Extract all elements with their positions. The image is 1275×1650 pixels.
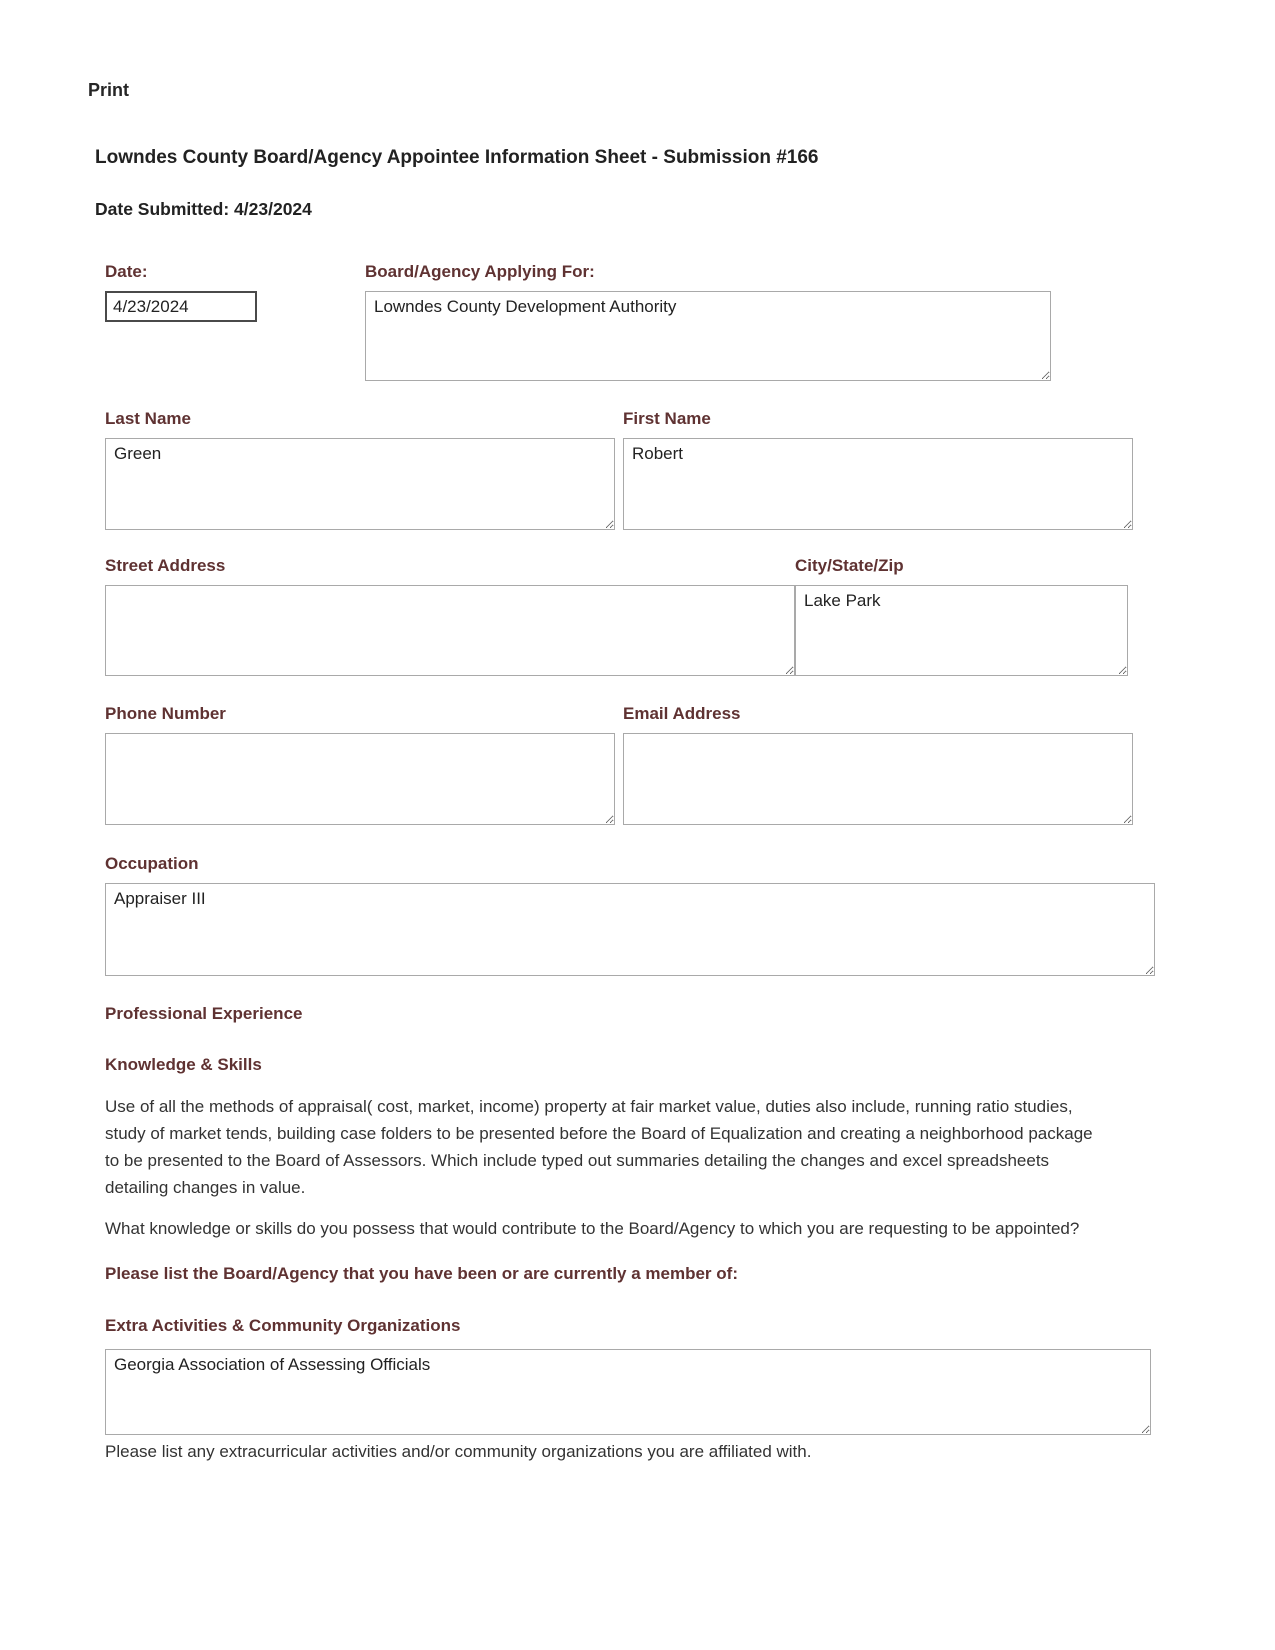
row-address [105, 556, 1155, 676]
row-contact [105, 704, 1155, 825]
occupation-textarea[interactable] [105, 883, 1155, 976]
board-agency-field [365, 262, 1051, 381]
occupation-field [105, 854, 1155, 976]
email-address-label: Email Address [623, 704, 741, 723]
print-link[interactable]: Print [88, 80, 130, 100]
knowledge-skills-heading: Knowledge & Skills [105, 1055, 262, 1074]
extra-activities-textarea[interactable] [105, 1349, 1151, 1435]
street-address-textarea[interactable] [105, 585, 795, 676]
date-input[interactable] [105, 291, 257, 322]
date-submitted: Date Submitted: 4/23/2024 [95, 199, 312, 219]
page-title: Lowndes County Board/Agency Appointee Information Sheet - Submission #166 [95, 147, 819, 168]
phone-number-label: Phone Number [105, 704, 226, 723]
form-area [105, 262, 1155, 1462]
first-name-textarea[interactable] [623, 438, 1133, 530]
last-name-field [105, 409, 615, 530]
row-name [105, 409, 1155, 530]
city-state-zip-label: City/State/Zip [795, 556, 904, 575]
row-date-board [105, 262, 1155, 381]
last-name-textarea[interactable] [105, 438, 615, 530]
professional-experience-heading: Professional Experience [105, 1004, 303, 1023]
phone-number-field [105, 704, 615, 825]
knowledge-skills-question: What knowledge or skills do you possess that would contribute to the Board/Agency to which you are requesting to be appointed? [105, 1219, 1080, 1238]
phone-number-textarea[interactable] [105, 733, 615, 825]
first-name-label: First Name [623, 409, 711, 428]
email-address-textarea[interactable] [623, 733, 1133, 825]
first-name-field [623, 409, 1133, 530]
date-field [105, 262, 365, 322]
street-address-field [105, 556, 795, 676]
last-name-label: Last Name [105, 409, 191, 428]
extra-activities-help: Please list any extracurricular activities and/or community organizations you are affiliated with. [105, 1442, 812, 1461]
occupation-label: Occupation [105, 854, 199, 873]
board-agency-label: Board/Agency Applying For: [365, 262, 595, 281]
extra-activities-heading: Extra Activities & Community Organizations [105, 1316, 461, 1335]
date-label: Date: [105, 262, 148, 281]
board-membership-heading: Please list the Board/Agency that you have been or are currently a member of: [105, 1264, 738, 1283]
street-address-label: Street Address [105, 556, 226, 575]
city-state-zip-field [795, 556, 1128, 676]
email-address-field [623, 704, 1133, 825]
city-state-zip-textarea[interactable] [795, 585, 1128, 676]
knowledge-skills-description: Use of all the methods of appraisal( cost, market, income) property at fair market value, duties also include, running ratio studies, study of market tends, building case folders to be presented before the Board of Equalization and creating a neighborhood package to be presented to the Board of Assessors. Which include typed out summaries detailing the changes and excel spreadsheets detailing changes in value. [105, 1097, 1093, 1197]
board-agency-textarea[interactable] [365, 291, 1051, 381]
